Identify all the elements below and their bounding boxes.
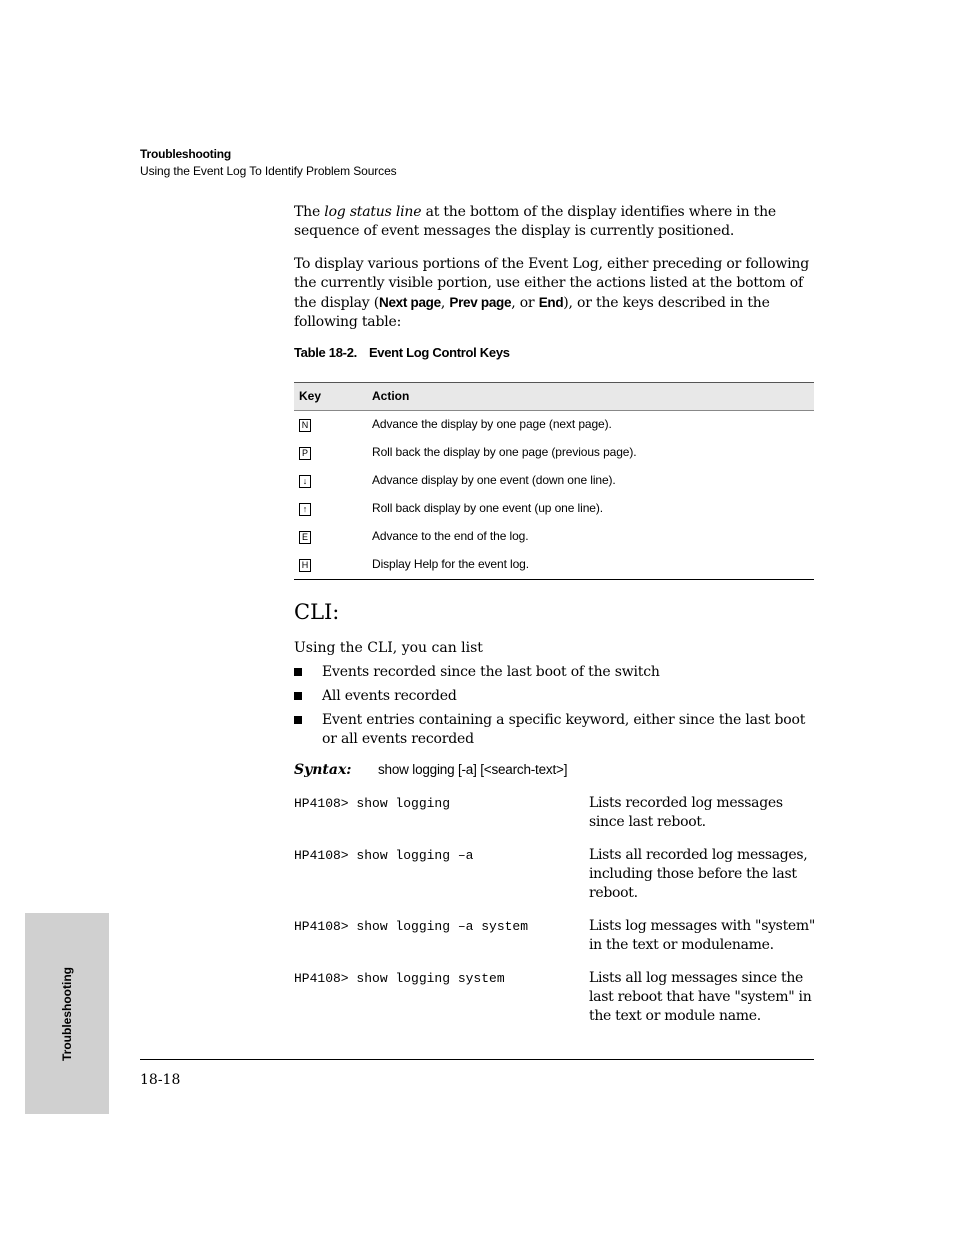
h-key-icon: H bbox=[299, 559, 311, 572]
syntax-text: show logging [-a] [<search-text>] bbox=[378, 762, 568, 777]
cli-intro: Using the CLI, you can list bbox=[294, 640, 483, 656]
command-text: HP4108> show logging system bbox=[294, 971, 505, 986]
square-bullet-icon bbox=[294, 692, 302, 700]
command-description: Lists log messages with "system" in the text or modulename. bbox=[589, 918, 815, 953]
intro-paragraph-1: The log status line at the bottom of the display identifies where in the sequence of event messages the display is currently positioned. bbox=[294, 204, 776, 239]
command-text: HP4108> show logging bbox=[294, 796, 451, 811]
command-description: Lists all recorded log messages, including those before the last reboot. bbox=[589, 847, 808, 901]
side-tab-label: Troubleshooting bbox=[60, 966, 74, 1061]
n-key-icon: N bbox=[299, 419, 311, 432]
command-row bbox=[294, 794, 816, 832]
list-item: Events recorded since the last boot of the switch bbox=[294, 663, 816, 682]
p-key-icon: P bbox=[299, 447, 311, 460]
e-key-icon: E bbox=[299, 531, 311, 544]
table-row bbox=[294, 439, 814, 467]
command-text: HP4108> show logging –a bbox=[294, 848, 474, 863]
table-row bbox=[294, 495, 814, 523]
syntax-label: Syntax: bbox=[294, 762, 352, 778]
cli-command-examples bbox=[294, 794, 816, 1040]
up-arrow-key-icon: ↑ bbox=[299, 503, 311, 516]
table-row bbox=[294, 523, 814, 551]
command-description: Lists recorded log messages since last reboot. bbox=[589, 795, 783, 830]
intro-paragraph-2: To display various portions of the Event Log, either preceding or following the currently visible portion, use either the actions listed at the bottom of the display (Next page, Prev page, or End), or the keys described in the following table: bbox=[294, 256, 809, 330]
square-bullet-icon bbox=[294, 716, 302, 724]
action-cell: Advance display by one event (down one line). bbox=[372, 473, 616, 487]
list-item: Event entries containing a specific keyword, either since the last boot or all events recorded bbox=[294, 711, 816, 749]
action-column-header: Action bbox=[372, 389, 410, 403]
page-number: 18-18 bbox=[140, 1072, 181, 1088]
table-row bbox=[294, 551, 814, 579]
chapter-side-tab bbox=[25, 913, 109, 1114]
prev-page-action: Prev page bbox=[449, 295, 512, 310]
command-row bbox=[294, 846, 816, 903]
action-cell: Roll back the display by one page (previous page). bbox=[372, 445, 637, 459]
log-status-line-term: log status line bbox=[324, 204, 422, 220]
command-description: Lists all log messages since the last reboot that have "system" in the text or module name. bbox=[589, 970, 812, 1024]
table-header-row bbox=[294, 382, 814, 411]
chapter-title: Troubleshooting bbox=[140, 147, 231, 161]
down-arrow-key-icon: ↓ bbox=[299, 475, 311, 488]
footer-rule bbox=[140, 1059, 814, 1060]
section-title: Using the Event Log To Identify Problem Sources bbox=[140, 164, 397, 178]
action-cell: Advance to the end of the log. bbox=[372, 529, 529, 543]
square-bullet-icon bbox=[294, 668, 302, 676]
command-row bbox=[294, 917, 816, 955]
action-cell: Advance the display by one page (next page). bbox=[372, 417, 612, 431]
next-page-action: Next page bbox=[379, 295, 441, 310]
table-caption: Table 18-2. Event Log Control Keys bbox=[294, 345, 510, 360]
list-item: All events recorded bbox=[294, 687, 816, 706]
key-column-header: Key bbox=[299, 389, 322, 403]
end-action: End bbox=[538, 295, 564, 310]
command-row bbox=[294, 969, 816, 1026]
action-cell: Display Help for the event log. bbox=[372, 557, 529, 571]
table-bottom-rule bbox=[294, 579, 814, 580]
table-row bbox=[294, 467, 814, 495]
cli-heading: CLI: bbox=[294, 600, 340, 624]
command-text: HP4108> show logging –a system bbox=[294, 919, 529, 934]
event-log-control-keys-table bbox=[294, 382, 814, 580]
action-cell: Roll back display by one event (up one line). bbox=[372, 501, 603, 515]
table-row bbox=[294, 411, 814, 439]
cli-bullet-list bbox=[294, 663, 816, 754]
